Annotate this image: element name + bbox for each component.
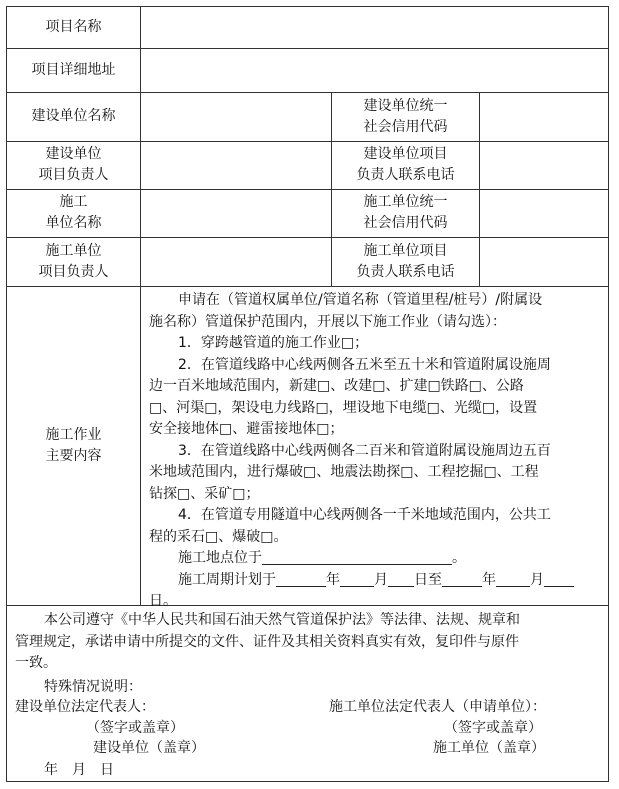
builder-rep-label: 建设单位法定代表人： xyxy=(15,699,155,715)
field-contractor-lead[interactable] xyxy=(141,237,331,286)
start-year-blank[interactable] xyxy=(276,571,326,587)
period-prefix: 施工周期计划于 xyxy=(178,571,276,588)
builder-seal-label: 建设单位（盖章） xyxy=(93,740,205,756)
day-to-label: 日至 xyxy=(414,571,442,588)
declaration-line: 管理规定，承诺申请中所提交的文件、证件及其相关资料真实有效，复印件与原件 xyxy=(15,633,519,650)
year-label: 年 xyxy=(482,571,496,588)
period-line xyxy=(149,570,604,592)
work-content-body xyxy=(149,290,604,613)
location-blank[interactable] xyxy=(262,549,452,565)
content-line: 4．在管道专用隧道中心线两侧各一千米地域范围内，公共工 xyxy=(178,507,551,523)
field-builder-credit-code[interactable] xyxy=(480,92,608,141)
label-builder-lead-phone: 建设单位项目 负责人联系电话 xyxy=(356,146,455,183)
content-line[interactable]: 安全接地体□、避雷接地体□； xyxy=(149,421,344,437)
content-line: 2．在管道线路中心线两侧各五米至五十米和管道附属设施周 xyxy=(178,356,551,373)
contractor-rep-label: 施工单位法定代表人（申请单位）： xyxy=(329,699,546,715)
month-label: 月 xyxy=(374,571,388,588)
date-label: 年 月 日 xyxy=(44,762,114,778)
location-suffix: 。 xyxy=(452,550,466,566)
content-line[interactable]: 钻探□、采矿□； xyxy=(149,485,260,502)
label-contractor-credit-code: 施工单位统一 社会信用代码 xyxy=(363,194,448,231)
field-project-name[interactable] xyxy=(141,7,608,48)
field-contractor-name[interactable] xyxy=(141,189,331,237)
label-project-name: 项目名称 xyxy=(45,19,102,35)
period-end: 日。 xyxy=(149,593,177,609)
start-day-blank[interactable] xyxy=(388,571,414,587)
content-line[interactable]: 1．穿跨越管道的施工作业□； xyxy=(178,335,369,351)
label-builder-lead: 建设单位 项目负责人 xyxy=(38,146,109,183)
month-label: 月 xyxy=(530,571,544,588)
field-contractor-lead-phone[interactable] xyxy=(480,237,608,286)
builder-sign-note: （签字或盖章） xyxy=(86,720,184,736)
field-builder-lead[interactable] xyxy=(141,141,331,189)
location-prefix: 施工地点位于 xyxy=(178,550,262,566)
start-month-blank[interactable] xyxy=(340,571,374,587)
content-line[interactable]: □、河渠□，架设电力线路□，埋设地下电缆□、光缆□，设置 xyxy=(149,399,538,416)
content-line[interactable]: 米地域范围内，进行爆破□、地震法勘探□、工程挖掘□、工程 xyxy=(149,464,539,480)
end-year-blank[interactable] xyxy=(442,571,482,587)
permit-form xyxy=(6,6,609,782)
label-builder-credit-code: 建设单位统一 社会信用代码 xyxy=(363,97,448,135)
label-contractor-name: 施工 单位名称 xyxy=(45,194,102,231)
label-builder-name: 建设单位名称 xyxy=(31,108,116,124)
end-day-blank[interactable] xyxy=(544,571,574,587)
label-contractor-lead-phone: 施工单位项目 负责人联系电话 xyxy=(356,242,455,280)
content-line: 3．在管道线路中心线两侧各二百米和管道附属设施周边五百 xyxy=(178,442,551,459)
contractor-sign-note: （签字或盖章） xyxy=(444,720,542,736)
declaration-line: 一致。 xyxy=(15,655,57,671)
label-project-address: 项目详细地址 xyxy=(31,61,116,78)
special-note-label: 特殊情况说明： xyxy=(44,679,142,695)
field-builder-name[interactable] xyxy=(141,92,331,141)
content-line: 施名称）管道保护范围内，开展以下施工作业（请勾选）： xyxy=(149,313,506,330)
label-work-content: 施工作业 主要内容 xyxy=(45,426,102,464)
field-contractor-credit-code[interactable] xyxy=(480,189,608,237)
location-line xyxy=(149,548,604,570)
contractor-seal-label: 施工单位（盖章） xyxy=(433,740,545,756)
field-builder-lead-phone[interactable] xyxy=(480,141,608,189)
content-line[interactable]: 边一百米地域范围内，新建□、改建□、扩建□铁路□、公路 xyxy=(149,378,524,394)
label-contractor-lead: 施工单位 项目负责人 xyxy=(38,242,109,280)
declaration-text xyxy=(15,610,605,675)
content-line: 申请在（管道权属单位/管道名称（管道里程/桩号）/附属设 xyxy=(178,292,543,308)
field-project-address[interactable] xyxy=(141,48,608,92)
end-month-blank[interactable] xyxy=(496,571,530,587)
year-label: 年 xyxy=(326,571,340,588)
content-line[interactable]: 程的采石□、爆破□。 xyxy=(149,528,288,545)
declaration-line: 本公司遵守《中华人民共和国石油天然气管道保护法》等法律、法规、规章和 xyxy=(44,612,520,628)
